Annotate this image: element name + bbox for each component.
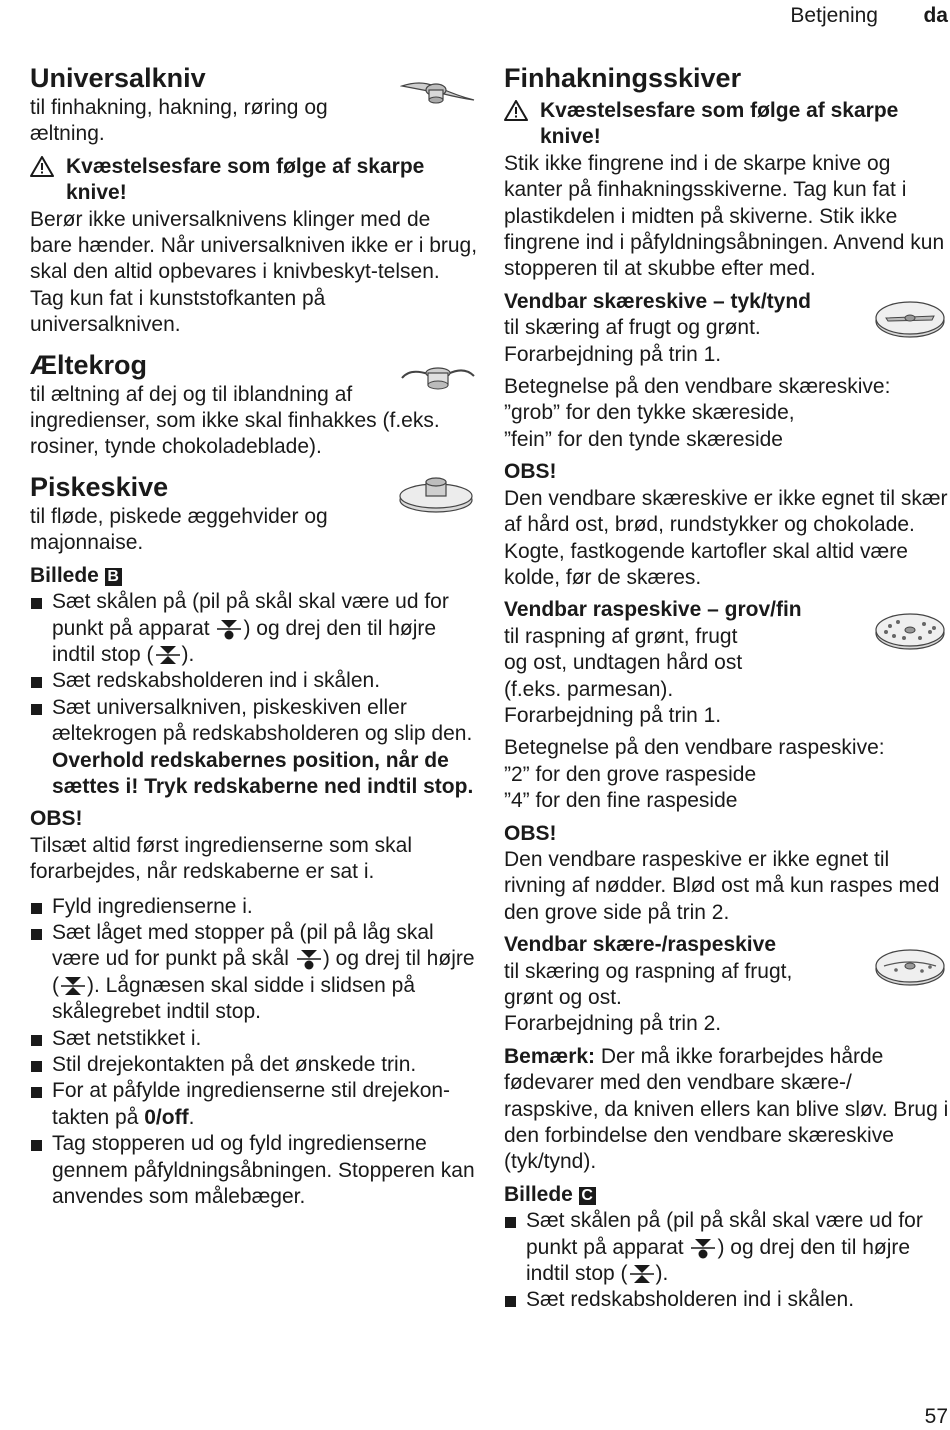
piskeskive-desc: til fløde, piskede æggehvider og majonnaise. — [30, 504, 328, 555]
billede-c-list — [504, 1208, 950, 1314]
aeltekrog-heading: Æltekrog — [30, 349, 148, 380]
skaereskive-trin: Forarbejdning på trin 1. — [504, 342, 722, 366]
raspeskive-desc-2: og ost, undtagen hård ost — [504, 651, 743, 675]
raspeskive-line1: ”2” for den grove raspeside — [504, 762, 757, 786]
list-text: ) og drej den til højre indtil stop ( — [526, 1235, 911, 1286]
list-text: . — [188, 1105, 195, 1129]
raspeskive-heading: Vendbar raspeskive – grov/fin — [504, 598, 802, 622]
raspeskive-obs-heading: OBS! — [504, 821, 557, 845]
obs-text: Tilsæt altid først ingredienserne som skal forarbejdes, når redskaberne er sat i. — [30, 833, 413, 884]
list-item — [504, 1208, 950, 1287]
list-item — [30, 920, 478, 1026]
warning-title: Kvæstelsesfare som følge af skarpe knive! — [66, 154, 425, 205]
list-text: ) og drej den til højre indtil stop ( — [52, 616, 437, 666]
arrow-dot-align-icon — [215, 618, 243, 640]
lock-stop-icon — [628, 1263, 656, 1285]
list-item — [30, 1078, 478, 1131]
left-column — [30, 62, 478, 1210]
skaere-raspeskive-disc-image — [874, 946, 946, 993]
list-text: Sæt universalkniven, piskeskiven eller æltekrogen på redskabsholderen og slip den. — [52, 695, 473, 746]
lock-stop-icon — [154, 644, 182, 666]
universalkniv-image — [400, 76, 476, 113]
list-text: Sæt skålen på (pil på skål skal være ud for punkt på apparat — [526, 1209, 923, 1259]
list-item — [30, 695, 478, 801]
raspeskive-desc-1: til raspning af grønt, frugt — [504, 624, 738, 648]
steps-list — [30, 894, 478, 1211]
finhakning-warning — [504, 98, 950, 151]
list-item — [30, 589, 478, 668]
skaereskive-line2: ”fein” for den tynde skæreside — [504, 427, 783, 451]
raspeskive-obs-text: Den vendbare raspeskive er ikke egnet til rivning af nødder. Blød ost må kun raspes med den grove side på trin 2. — [504, 847, 940, 924]
lock-stop-icon — [59, 975, 87, 997]
warning-title: Kvæstelsesfare som følge af skarpe knive! — [540, 99, 899, 149]
note-text: Der må ikke forarbejdes hårde fødevarer med den vendbare skære-/ raspskive, da kniven ellers kan blive sløv. Brug i den forbindelse den vendbare skæreskive (tyk/tynd). — [504, 1044, 949, 1174]
piskeskive-heading: Piskeskive — [30, 471, 169, 502]
figure-letter-b: B — [105, 568, 122, 586]
warning-triangle-icon — [504, 98, 528, 151]
obs-heading: OBS! — [30, 807, 83, 831]
raspeskive-desc-3: (f.eks. parmesan). — [504, 677, 674, 701]
note-label: Bemærk: — [504, 1044, 596, 1068]
universalkniv-heading: Universalkniv — [30, 63, 206, 93]
universalkniv-warning-text: Berør ikke universalknivens klinger med de bare hænder. Når universalkniven ikke er i brug, skal den altid opbevares i knivbeskyt-telsen. Tag kun fat i kunststofkanten på universalkniven. — [30, 207, 478, 337]
billede-b-list — [30, 589, 478, 800]
language-code: da — [923, 4, 948, 27]
raspeskive-betegnelse: Betegnelse på den vendbare raspeskive: — [504, 736, 885, 760]
page-number: 57 — [924, 1405, 948, 1428]
section-title: Betjening — [790, 4, 878, 27]
skaere-raspeskive-note — [504, 1044, 950, 1176]
billede-label: Billede — [504, 1182, 573, 1206]
list-item: Sæt netstikket i. — [30, 1026, 478, 1052]
finhakning-warning-text: Stik ikke fingrene ind i de skarpe knive og kanter på finhakningsskiverne. Tag kun fat i plastikdelen i midten på skiverne. Stik ikke fingrene ind i påfyldningsåbningen. Anvend kun stopperen til at skubbe efter med. — [504, 151, 945, 281]
finhakningsskiver-heading: Finhakningsskiver — [504, 63, 742, 93]
list-text: Sæt låget med stopper på (pil på låg skal være ud for punkt på skål — [52, 920, 434, 971]
list-bold-note: Overhold redskabernes position, når de sættes i! Tryk redskaberne ned indtil stop. — [52, 748, 474, 798]
switch-position: 0/off — [144, 1105, 189, 1129]
list-text: Sæt skålen på (pil på skål skal være ud for punkt på apparat — [52, 590, 449, 640]
list-text: ). — [655, 1262, 669, 1286]
skaere-raspeskive-desc-1: til skæring og raspning af frugt, — [504, 959, 793, 983]
skaereskive-line1: ”grob” for den tykke skæreside, — [504, 401, 795, 425]
arrow-dot-align-icon — [295, 948, 323, 970]
piskeskive-image — [398, 476, 474, 521]
skaereskive-disc-image — [874, 298, 946, 345]
skaereskive-betegnelse: Betegnelse på den vendbare skæreskive: — [504, 375, 891, 399]
warning-triangle-icon — [30, 154, 54, 207]
billede-label: Billede — [30, 563, 99, 587]
list-item: Stil drejekontakten på det ønskede trin. — [30, 1052, 478, 1078]
skaere-raspeskive-desc-2: grønt og ost. — [504, 986, 622, 1009]
figure-letter-c: C — [579, 1187, 596, 1205]
raspeskive-trin: Forarbejdning på trin 1. — [504, 703, 722, 727]
arrow-dot-align-icon — [689, 1237, 717, 1259]
list-text: ). — [181, 642, 195, 666]
list-item: Tag stopperen ud og fyld ingredienserne gennem påfyldningsåbningen. Stopperen kan anvendes som målebæger. — [30, 1131, 478, 1210]
list-item: Fyld ingredienserne i. — [30, 894, 478, 920]
right-column — [504, 62, 950, 1314]
skaereskive-desc: til skæring af frugt og grønt. — [504, 316, 761, 340]
raspeskive-line2: ”4” for den fine raspeside — [504, 789, 738, 813]
universalkniv-warning — [30, 154, 478, 207]
list-item: Sæt redskabsholderen ind i skålen. — [504, 1287, 950, 1313]
list-item: Sæt redskabsholderen ind i skålen. — [30, 668, 478, 694]
billede-c-heading — [504, 1182, 950, 1208]
aeltekrog-desc: til æltning af dej og til iblandning af ingredienser, som ikke skal finhakkes (f.eks. rosiner, tynde chokoladeblade). — [30, 382, 440, 459]
skaereskive-obs-text: Den vendbare skæreskive er ikke egnet til skær af hård ost, brød, rundstykker og chokolade. Kogte, fastkogende kartofler skal altid være kolde, før de skæres. — [504, 486, 948, 589]
raspeskive-disc-image — [874, 610, 946, 657]
list-text: ) og drej til højre ( — [52, 947, 475, 997]
list-text: For at påfylde ingredienserne stil drejekon-takten på — [52, 1079, 451, 1129]
skaereskive-heading: Vendbar skæreskive – tyk/tynd — [504, 289, 811, 313]
billede-b-heading — [30, 563, 478, 589]
aeltekrog-image — [400, 362, 476, 399]
list-text: ). Lågnæsen skal sidde i slidsen på skålegrebet indtil stop. — [52, 973, 416, 1024]
skaere-raspeskive-trin: Forarbejdning på trin 2. — [504, 1012, 722, 1036]
universalkniv-desc: til finhakning, hakning, røring og æltning. — [30, 96, 328, 146]
skaereskive-obs-heading: OBS! — [504, 460, 557, 484]
skaere-raspeskive-heading: Vendbar skære-/raspeskive — [504, 933, 776, 957]
